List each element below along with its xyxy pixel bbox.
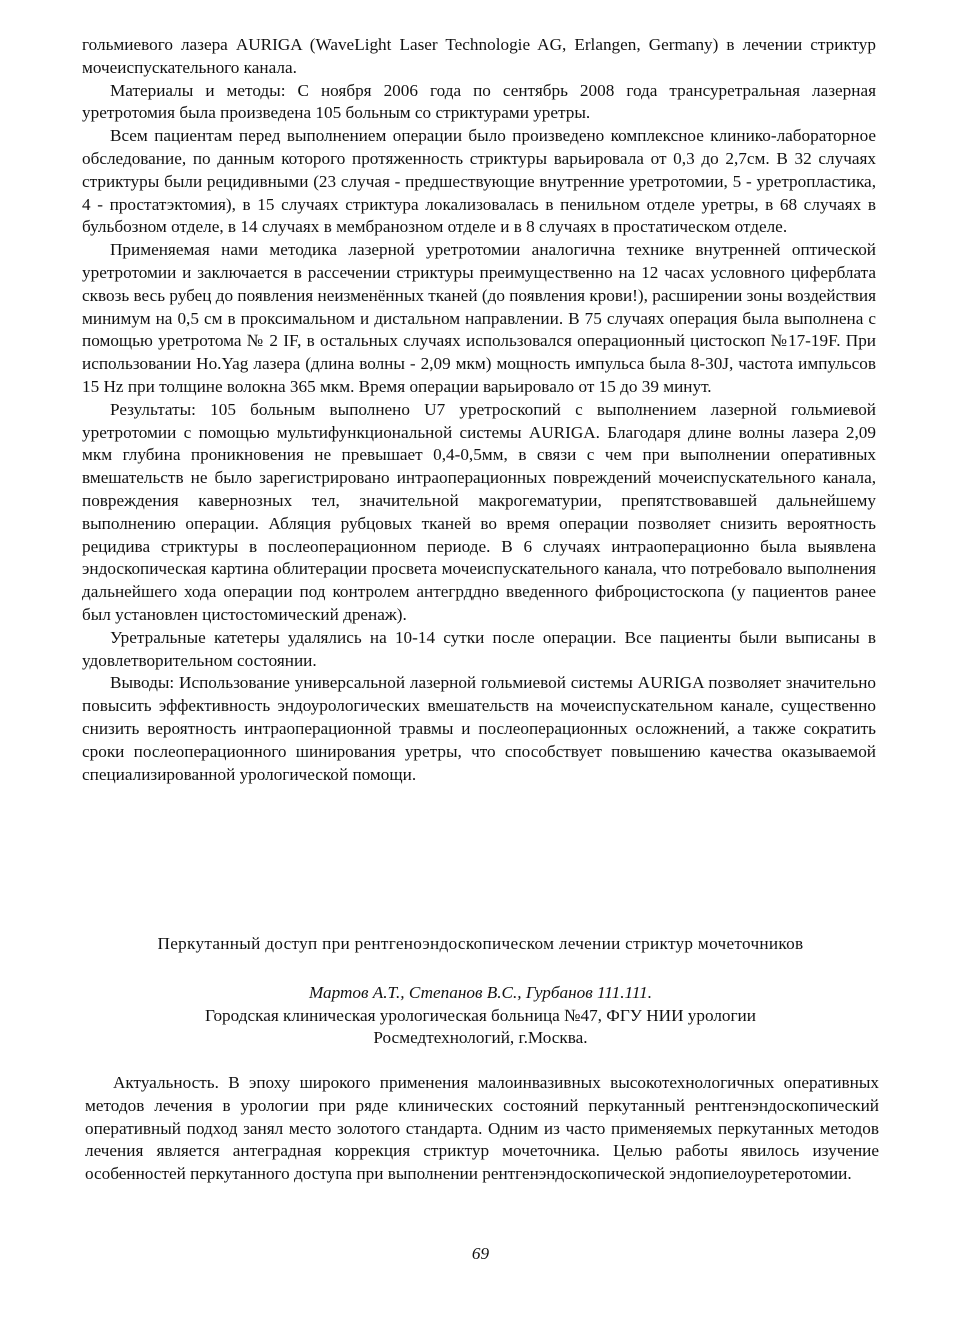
article-meta: [40, 982, 921, 1050]
affiliation-line-1: Городская клиническая урологическая больница №47, ФГУ НИИ урологии: [205, 1005, 756, 1025]
paragraph-catheters: Уретральные катетеры удалялись на 10-14 сутки после операции. Все пациенты были выписаны в удовлетворительном состоянии.: [82, 627, 876, 670]
article-body: [85, 1072, 879, 1186]
paragraph-conclusions: Выводы: Использование универсальной лазерной гольмиевой системы AURIGA позволяет значительно повысить эффективность эндоурологических вмешательств на мочеиспускательном канале, существенно снизить вероятность интраоперационной травмы и послеоперационных осложнений, а также сократить сроки послеоперационного шинирования уретры, что способствует повышению качества оказываемой специализированной урологической помощи.: [82, 673, 876, 784]
article-continuation: [82, 34, 876, 786]
paragraph-relevance: Актуальность. В эпоху широкого применения малоинвазивных высокотехнологичных оперативных методов лечения в урологии при ряде клинических состояний перкутанный рентгенэндоскопический оперативный подход занял место золотого стандарта. Одним из часто применяемых перкутанных методов лечения является антеградная коррекция стриктур мочеточника. Целью работы явилось изучение особенностей перкутанного доступа при выполнении рентгенэндоскопической эндопиелоуретеротомии.: [85, 1073, 879, 1184]
paragraph-results: Результаты: 105 больным выполнено U7 уретроскопий с выполнением лазерной гольмиевой уретротомии с помощью мультифункциональной системы AURIGA. Благодаря длине волны лазера 2,09 мкм глубина проникновения не превышает 0,4-0,5мм, в связи с чем при выполнении оперативных вмешательств не было зарегистрировано интраоперационных повреждений мочеиспускательного канала, повреждения кавернозных тел, значительной макрогематурии, препятствовавшей дальнейшему выполнению операции. Абляция рубцовых тканей во время операции позволяет снизить вероятность рецидива стриктуры в послеоперационном периоде. В 6 случаях интраоперационно была выявлена эндоскопическая картина облитерации просвета мочеиспускательного канала, что потребовало выполнения дальнейшего хода операции под контролем антегрддно введенного фиброцистоскопа (у пациентов ранее был установлен цистостомический дренаж).: [82, 399, 876, 624]
page-number: 69: [471, 1244, 490, 1263]
article-title: Перкутанный доступ при рентгеноэндоскопическом лечении стриктур мочеточников: [157, 934, 804, 953]
paragraph-examination: Всем пациентам перед выполнением операции было произведено комплексное клинико-лабораторное обследование, по данным которого протяженность стриктуры варьировала от 0,3 до 2,7см. В 32 случаях стриктуры были рецидивными (23 случая - предшествующие внутренние уретротомии, 5 - уретропластика, 4 - простатэктомия), в 15 случаях стриктура локализовалась в пенильном отделе уретры, в 68 случаях в бульбозном отделе, в 14 случаях в мембранозном отделе и в 8 случаях в простатическом отделе.: [82, 126, 876, 237]
paragraph-intro-end: гольмиевого лазера AURIGA (WaveLight Laser Technologie AG, Erlangen, Germany) в лечении стриктур мочеиспускательного канала.: [82, 35, 876, 77]
paragraph-technique: Применяемая нами методика лазерной уретротомии аналогична технике внутренней оптической уретротомии и заключается в рассечении стриктуры преимущественно на 12 часах условного циферблата сквозь весь рубец до появления неизменённых тканей (до появления крови!), расширении зоны воздействия минимум на 0,5 см в проксимальном и дистальном направлении. В 75 случаях операция была выполнена с помощью уретротома № 2 IF, в остальных случаях использовался операционный цистоскоп №17-19F. При использовании Ho.Yag лазера (длина волны - 2,09 мкм) мощность импульса была 8-30J, частота импульсов 15 Hz при толщине волокна 365 мкм. Время операции варьировало от 15 до 39 минут.: [82, 240, 876, 396]
affiliation-line-2: Росмедтехнологий, г.Москва.: [373, 1028, 588, 1047]
authors: Мартов А.Т., Степанов В.С., Гурбанов 111.111.: [308, 983, 653, 1002]
paragraph-materials-methods: Материалы и методы: С ноября 2006 года по сентябрь 2008 года трансуретральная лазерная уретротомия была произведена 105 больным со стриктурами уретры.: [82, 80, 876, 123]
